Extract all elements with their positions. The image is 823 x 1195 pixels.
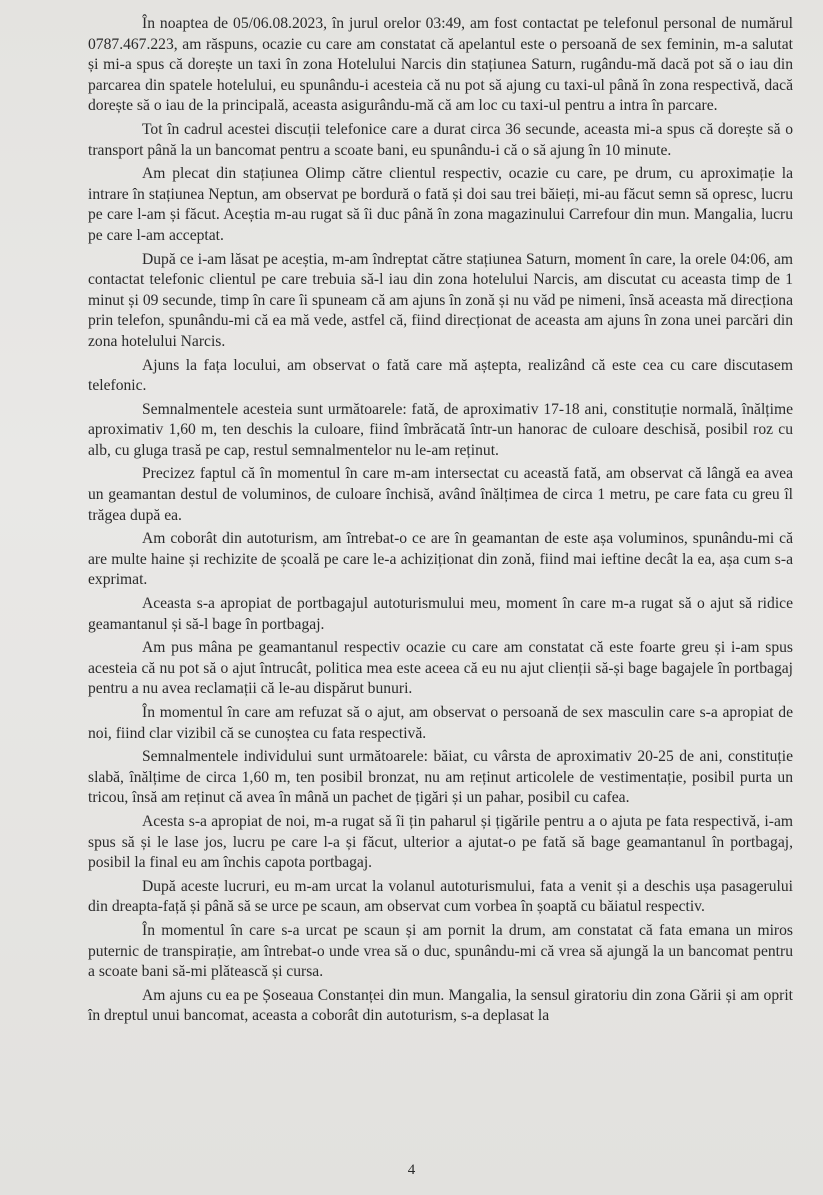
paragraph-9: Aceasta s-a apropiat de portbagajul autoturismului meu, moment în care m-a rugat să o ajut să ridice geamantanul și să-l bage în portbagaj. [88,595,793,633]
paragraph-12: Semnalmentele individului sunt următoarele: băiat, cu vârsta de aproximativ 20-25 de ani, constituție slabă, înălțime de circa 1,60 m, ten posibil bronzat, nu am reținut articolele de vestimentație, posibil purta un tricou, însă am reținut că avea în mână un pachet de țigări și un pahar, posibil cu cafea. [88,748,793,807]
paragraph-2: Tot în cadrul acestei discuții telefonice care a durat circa 36 secunde, aceasta mi-a spus că dorește să o transport până la un bancomat pentru a scoate bani, eu spunându-i că o să ajung în 10 minute. [88,120,793,159]
paragraph-13: Acesta s-a apropiat de noi, m-a rugat să îi țin paharul și țigările pentru a o ajuta pe fata respectivă, i-am spus să și le lase jos, lucru pe care l-a și făcut, ulterior a ajutat-o pe fată să bage geamantanul în portbagaj, posibil la final eu am închis capota portbagaj. [88,812,793,872]
paragraph-3: Am plecat din stațiunea Olimp către clientul respectiv, ocazie cu care, pe drum, cu aproximație la intrare în stațiunea Neptun, am observat pe bordură o fată și doi sau trei băieți, mi-au făcut semn să opresc, lucru pe care l-am și făcut. Aceștia m-au rugat să îi duc până în zona magazinului Carrefour din mun. Mangalia, lucru pe care l-am acceptat. [88,165,793,244]
paragraph-7: Precizez faptul că în momentul în care m-am intersectat cu această fată, am observat că lângă ea avea un geamantan destul de voluminos, de culoare închisă, având înălțimea de circa 1 metru, pe care fata cu greu îl trăgea după ea. [88,465,793,524]
paragraph-14: După aceste lucruri, eu m-am urcat la volanul autoturismului, fata a venit și a deschis ușa pasagerului din dreapta-față și până să se urce pe scaun, am observat cum vorbea în șoaptă cu băiatul respectiv. [88,877,793,916]
paragraph-6: Semnalmentele acesteia sunt următoarele: fată, de aproximativ 17-18 ani, constituție normală, înălțime aproximativ 1,60 m, ten deschis la culoare, fiind îmbrăcată într-un hanorac de culoare deschisă, posibil roz cu alb, cu gluga trasă pe cap, restul semnalmentelor nu le-am reținut. [88,400,793,459]
paragraph-11: În momentul în care am refuzat să o ajut, am observat o persoană de sex masculin care s-a apropiat de noi, fiind clar vizibil că se cunoștea cu fata respectivă. [88,704,793,742]
paragraph-16: Am ajuns cu ea pe Șoseaua Constanței din mun. Mangalia, la sensul giratoriu din zona Gării și am oprit în dreptul unui bancomat, aceasta a coborât din autoturism, s-a deplasat la [88,986,793,1025]
paragraph-4: După ce i-am lăsat pe aceștia, m-am îndreptat către stațiunea Saturn, moment în care, la orele 04:06, am contactat telefonic clientul pe care trebuia să-l iau din zona hotelului Narcis, am discutat cu aceasta timp de 1 minut și 09 secunde, timp în care îi spuneam că am ajuns în zonă și nu văd pe nimeni, însă aceasta mă direcționa prin telefon, spunându-mi că ea mă vede, astfel că, fiind direcționat de aceasta am ajuns în zona unei parcări din zona hotelului Narcis. [88,250,793,350]
paragraph-10: Am pus mâna pe geamantanul respectiv ocazie cu care am constatat că este foarte greu și i-am spus acesteia că nu pot să o ajut întrucât, politica mea este aceea că eu nu ajut clienții să-și bage bagajele în portbagaj pentru a nu avea reclamații că le-au dispărut bunuri. [88,639,793,698]
paragraph-8: Am coborât din autoturism, am întrebat-o ce are în geamantan de este așa voluminos, spunându-mi că are multe haine și rechizite de școală pe care le-a achiziționat din zonă, fiind mai ieftine decât la ea, așa cum s-a exprimat. [88,530,793,589]
paragraph-1: În noaptea de 05/06.08.2023, în jurul orelor 03:49, am fost contactat pe telefonul personal de numărul 0787.467.223, am răspuns, ocazie cu care am constatat că apelantul este o persoană de sex feminin, m-a salutat și mi-a spus că dorește un taxi în zona Hotelului Narcis din stațiunea Saturn, rugându-mă dacă pot să o iau din parcarea din spatele hotelului, eu spunându-i acesteia că nu pot să ajung cu taxi-ul până în zona respectivă, dacă dorește să o iau de la principală, aceasta asigurându-mă că am loc cu taxi-ul pentru a intra în parcare. [88,15,793,115]
page-number: 4 [407,1162,416,1178]
paragraph-5: Ajuns la fața locului, am observat o fată care mă aștepta, realizând că este cea cu care discutasem telefonic. [88,356,793,395]
paragraph-15: În momentul în care s-a urcat pe scaun și am pornit la drum, am constatat că fata emana un miros puternic de transpirație, am întrebat-o unde vrea să o duc, spunându-mi că vrea să ajungă la un bancomat pentru a scoate bani să-mi plătească și cursa. [88,921,793,981]
